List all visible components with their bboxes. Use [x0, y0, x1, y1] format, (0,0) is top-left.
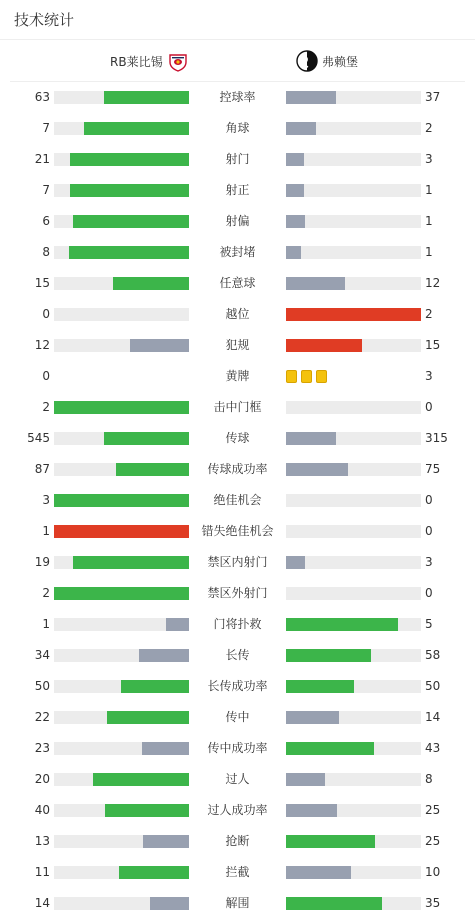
home-stat-bar-fill — [70, 153, 189, 166]
away-stat-bar — [286, 804, 421, 817]
teams-bar — [10, 40, 465, 82]
away-stat-bar — [286, 308, 421, 321]
away-team-name: 弗赖堡 — [322, 54, 359, 69]
stat-row — [0, 423, 475, 454]
home-stat-bar — [54, 246, 189, 259]
away-stat-bar-fill — [286, 897, 382, 910]
stat-row — [0, 113, 475, 144]
stat-label: 过人 — [225, 772, 250, 786]
stat-row — [0, 609, 475, 640]
away-stat-value: 43 — [425, 741, 441, 755]
away-stat-value: 0 — [425, 586, 433, 600]
stat-row — [0, 82, 475, 113]
away-stat-bar — [286, 215, 421, 228]
home-stat-bar — [54, 587, 189, 600]
home-stat-bar-fill — [113, 277, 189, 290]
away-stat-bar — [286, 711, 421, 724]
stat-label: 射偏 — [225, 214, 250, 228]
stat-row — [0, 268, 475, 299]
away-stat-value: 37 — [425, 90, 441, 104]
away-stat-bar — [286, 897, 421, 910]
stat-label: 解围 — [225, 896, 250, 910]
away-stat-bar — [286, 680, 421, 693]
away-stat-bar — [286, 401, 421, 414]
stat-row — [0, 826, 475, 857]
stat-label: 犯规 — [225, 338, 250, 352]
away-stat-value: 5 — [425, 617, 433, 631]
home-stat-bar — [54, 401, 189, 414]
stat-label: 被封堵 — [219, 245, 256, 259]
home-stat-bar-fill — [150, 897, 189, 910]
home-stat-bar — [54, 618, 189, 631]
home-stat-value: 11 — [34, 865, 50, 879]
away-stat-value: 2 — [425, 307, 433, 321]
home-stat-value: 22 — [34, 710, 50, 724]
stat-label: 角球 — [225, 121, 250, 135]
stat-row — [0, 516, 475, 547]
away-stat-value: 0 — [425, 493, 433, 507]
away-stat-bar — [286, 649, 421, 662]
away-stat-bar-fill — [286, 122, 316, 135]
stats-header — [0, 0, 475, 40]
home-stat-bar — [54, 680, 189, 693]
home-stat-value: 8 — [42, 245, 50, 259]
home-stat-bar — [54, 184, 189, 197]
home-stat-value: 7 — [42, 121, 50, 135]
home-stat-bar — [54, 215, 189, 228]
home-stat-bar-fill — [104, 432, 189, 445]
home-stat-value: 3 — [42, 493, 50, 507]
stat-label: 任意球 — [219, 276, 256, 290]
home-stat-bar-fill — [119, 866, 189, 879]
away-stat-bar-fill — [286, 246, 301, 259]
home-stat-value: 15 — [34, 276, 50, 290]
away-stat-value: 0 — [425, 400, 433, 414]
home-stat-bar-fill — [116, 463, 189, 476]
stat-label: 门将扑救 — [213, 617, 262, 631]
page-title: 技术统计 — [14, 11, 75, 29]
stat-label: 射门 — [225, 152, 250, 166]
home-stat-bar-fill — [69, 246, 189, 259]
away-yellow-cards — [286, 370, 327, 383]
home-stat-bar-fill — [139, 649, 189, 662]
away-stat-bar-fill — [286, 866, 351, 879]
stat-label: 错失绝佳机会 — [201, 524, 274, 538]
away-stat-bar — [286, 122, 421, 135]
home-stat-value: 545 — [27, 431, 50, 445]
home-stat-bar — [54, 835, 189, 848]
away-team[interactable] — [296, 40, 358, 82]
away-stat-bar-fill — [286, 91, 336, 104]
home-stat-bar — [54, 525, 189, 538]
away-stat-bar-fill — [286, 804, 337, 817]
away-stat-value: 8 — [425, 772, 433, 786]
home-stat-bar-fill — [130, 339, 189, 352]
home-stat-value: 87 — [34, 462, 50, 476]
away-stat-bar — [286, 463, 421, 476]
home-stat-bar — [54, 556, 189, 569]
stat-row — [0, 795, 475, 826]
home-stat-bar-fill — [54, 494, 189, 507]
away-stat-bar — [286, 277, 421, 290]
home-stat-bar — [54, 742, 189, 755]
home-stat-bar-fill — [107, 711, 189, 724]
away-stat-value: 1 — [425, 245, 433, 259]
home-stat-bar — [54, 122, 189, 135]
home-stat-bar-fill — [70, 184, 189, 197]
yellow-card-icon — [316, 370, 327, 383]
away-stat-value: 14 — [425, 710, 441, 724]
home-stat-value: 14 — [34, 896, 50, 910]
away-stat-value: 2 — [425, 121, 433, 135]
home-stat-bar-fill — [121, 680, 189, 693]
rb-leipzig-logo-icon — [167, 50, 189, 72]
away-stat-bar-fill — [286, 711, 339, 724]
stat-label: 控球率 — [219, 90, 256, 104]
stat-label: 传中成功率 — [207, 741, 268, 755]
away-stat-bar — [286, 556, 421, 569]
stat-label: 禁区外射门 — [207, 586, 268, 600]
home-stat-value: 2 — [42, 586, 50, 600]
away-stat-value: 25 — [425, 834, 441, 848]
away-stat-bar — [286, 494, 421, 507]
home-stat-value: 0 — [42, 307, 50, 321]
away-stat-value: 1 — [425, 183, 433, 197]
home-stat-bar — [54, 866, 189, 879]
away-stat-bar — [286, 742, 421, 755]
away-stat-bar — [286, 587, 421, 600]
stat-row — [0, 764, 475, 795]
away-stat-bar-fill — [286, 308, 421, 321]
away-stat-value: 58 — [425, 648, 441, 662]
home-stat-bar-fill — [54, 401, 189, 414]
stat-row — [0, 237, 475, 268]
home-stat-value: 7 — [42, 183, 50, 197]
away-stat-bar-fill — [286, 680, 354, 693]
away-stat-value: 12 — [425, 276, 441, 290]
stat-label: 过人成功率 — [207, 803, 268, 817]
yellow-card-icon — [286, 370, 297, 383]
home-stat-value: 1 — [42, 524, 50, 538]
home-stat-value: 63 — [34, 90, 50, 104]
away-stat-bar — [286, 525, 421, 538]
stat-label: 传球 — [225, 431, 250, 445]
away-stat-bar-fill — [286, 432, 336, 445]
home-stat-value: 19 — [34, 555, 50, 569]
away-stat-bar — [286, 339, 421, 352]
home-stat-value: 13 — [34, 834, 50, 848]
away-stat-value: 50 — [425, 679, 441, 693]
stat-label: 拦截 — [225, 865, 250, 879]
stat-label: 禁区内射门 — [207, 555, 268, 569]
home-stat-value: 2 — [42, 400, 50, 414]
home-stat-bar — [54, 494, 189, 507]
stat-label: 绝佳机会 — [213, 493, 262, 507]
home-stat-bar-fill — [93, 773, 189, 786]
home-stat-bar — [54, 153, 189, 166]
home-stat-bar — [54, 277, 189, 290]
away-stat-bar — [286, 773, 421, 786]
yellow-card-icon — [301, 370, 312, 383]
home-team[interactable] — [110, 40, 189, 82]
away-stat-bar-fill — [286, 773, 325, 786]
stat-label: 传球成功率 — [207, 462, 268, 476]
home-stat-bar — [54, 432, 189, 445]
home-team-name: RB莱比锡 — [110, 54, 163, 69]
away-stat-bar-fill — [286, 277, 345, 290]
home-stat-bar — [54, 308, 189, 321]
away-stat-value: 3 — [425, 555, 433, 569]
home-stat-bar-fill — [166, 618, 189, 631]
away-stat-bar — [286, 246, 421, 259]
stat-row — [0, 640, 475, 671]
away-stat-value: 0 — [425, 524, 433, 538]
away-stat-value: 3 — [425, 369, 433, 383]
stat-row — [0, 454, 475, 485]
away-stat-bar-fill — [286, 215, 305, 228]
stat-row — [0, 206, 475, 237]
home-stat-value: 21 — [34, 152, 50, 166]
home-stat-bar-fill — [105, 804, 189, 817]
stat-row — [0, 299, 475, 330]
away-stat-value: 3 — [425, 152, 433, 166]
away-stat-bar — [286, 432, 421, 445]
stat-row — [0, 144, 475, 175]
home-stat-bar-fill — [143, 835, 189, 848]
stat-row — [0, 547, 475, 578]
home-stat-value: 0 — [42, 369, 50, 383]
home-stat-value: 40 — [34, 803, 50, 817]
stat-row — [0, 888, 475, 919]
away-stat-value: 10 — [425, 865, 441, 879]
away-stat-bar-fill — [286, 184, 304, 197]
home-stat-bar-fill — [54, 525, 189, 538]
home-stat-bar — [54, 91, 189, 104]
away-stat-bar-fill — [286, 556, 305, 569]
away-stat-bar-fill — [286, 835, 375, 848]
away-stat-bar — [286, 835, 421, 848]
home-stat-value: 6 — [42, 214, 50, 228]
home-stat-bar — [54, 711, 189, 724]
stat-label: 抢断 — [225, 834, 250, 848]
away-stat-bar — [286, 153, 421, 166]
stat-label: 越位 — [225, 307, 250, 321]
sc-freiburg-logo-icon — [296, 50, 318, 72]
home-stat-bar-fill — [54, 587, 189, 600]
away-stat-bar-fill — [286, 618, 398, 631]
away-stat-value: 35 — [425, 896, 441, 910]
away-stat-bar-fill — [286, 153, 304, 166]
stat-row — [0, 578, 475, 609]
stat-row — [0, 175, 475, 206]
home-stat-value: 12 — [34, 338, 50, 352]
home-stat-bar-fill — [73, 556, 189, 569]
away-stat-bar-fill — [286, 742, 374, 755]
home-stat-value: 1 — [42, 617, 50, 631]
stat-row — [0, 330, 475, 361]
away-stat-bar — [286, 91, 421, 104]
stat-label: 黄牌 — [225, 369, 250, 383]
away-stat-bar-fill — [286, 339, 362, 352]
home-stat-bar — [54, 773, 189, 786]
away-stat-bar — [286, 184, 421, 197]
home-stat-bar — [54, 339, 189, 352]
home-stat-bar — [54, 804, 189, 817]
away-stat-bar-fill — [286, 463, 348, 476]
stat-row — [0, 392, 475, 423]
away-stat-bar-fill — [286, 649, 371, 662]
stat-label: 射正 — [225, 183, 250, 197]
home-stat-value: 23 — [34, 741, 50, 755]
home-stat-value: 20 — [34, 772, 50, 786]
stat-row — [0, 857, 475, 888]
home-stat-value: 34 — [34, 648, 50, 662]
stat-label: 击中门框 — [213, 400, 262, 414]
home-stat-bar — [54, 463, 189, 476]
away-stat-value: 75 — [425, 462, 441, 476]
away-stat-value: 15 — [425, 338, 441, 352]
stat-label: 长传 — [225, 648, 250, 662]
stats-list — [0, 82, 475, 919]
away-stat-value: 25 — [425, 803, 441, 817]
away-stat-value: 315 — [425, 431, 448, 445]
stat-row — [0, 485, 475, 516]
stat-row — [0, 702, 475, 733]
stat-label: 传中 — [225, 710, 250, 724]
home-stat-bar-fill — [142, 742, 189, 755]
home-stat-bar — [54, 649, 189, 662]
away-stat-value: 1 — [425, 214, 433, 228]
home-stat-bar-fill — [104, 91, 189, 104]
stat-row — [0, 671, 475, 702]
home-stat-value: 50 — [34, 679, 50, 693]
home-stat-bar — [54, 897, 189, 910]
away-stat-bar — [286, 618, 421, 631]
stat-label: 长传成功率 — [207, 679, 268, 693]
stat-row — [0, 361, 475, 392]
home-stat-bar-fill — [84, 122, 189, 135]
away-stat-bar — [286, 866, 421, 879]
home-stat-bar-fill — [73, 215, 189, 228]
stat-row — [0, 733, 475, 764]
